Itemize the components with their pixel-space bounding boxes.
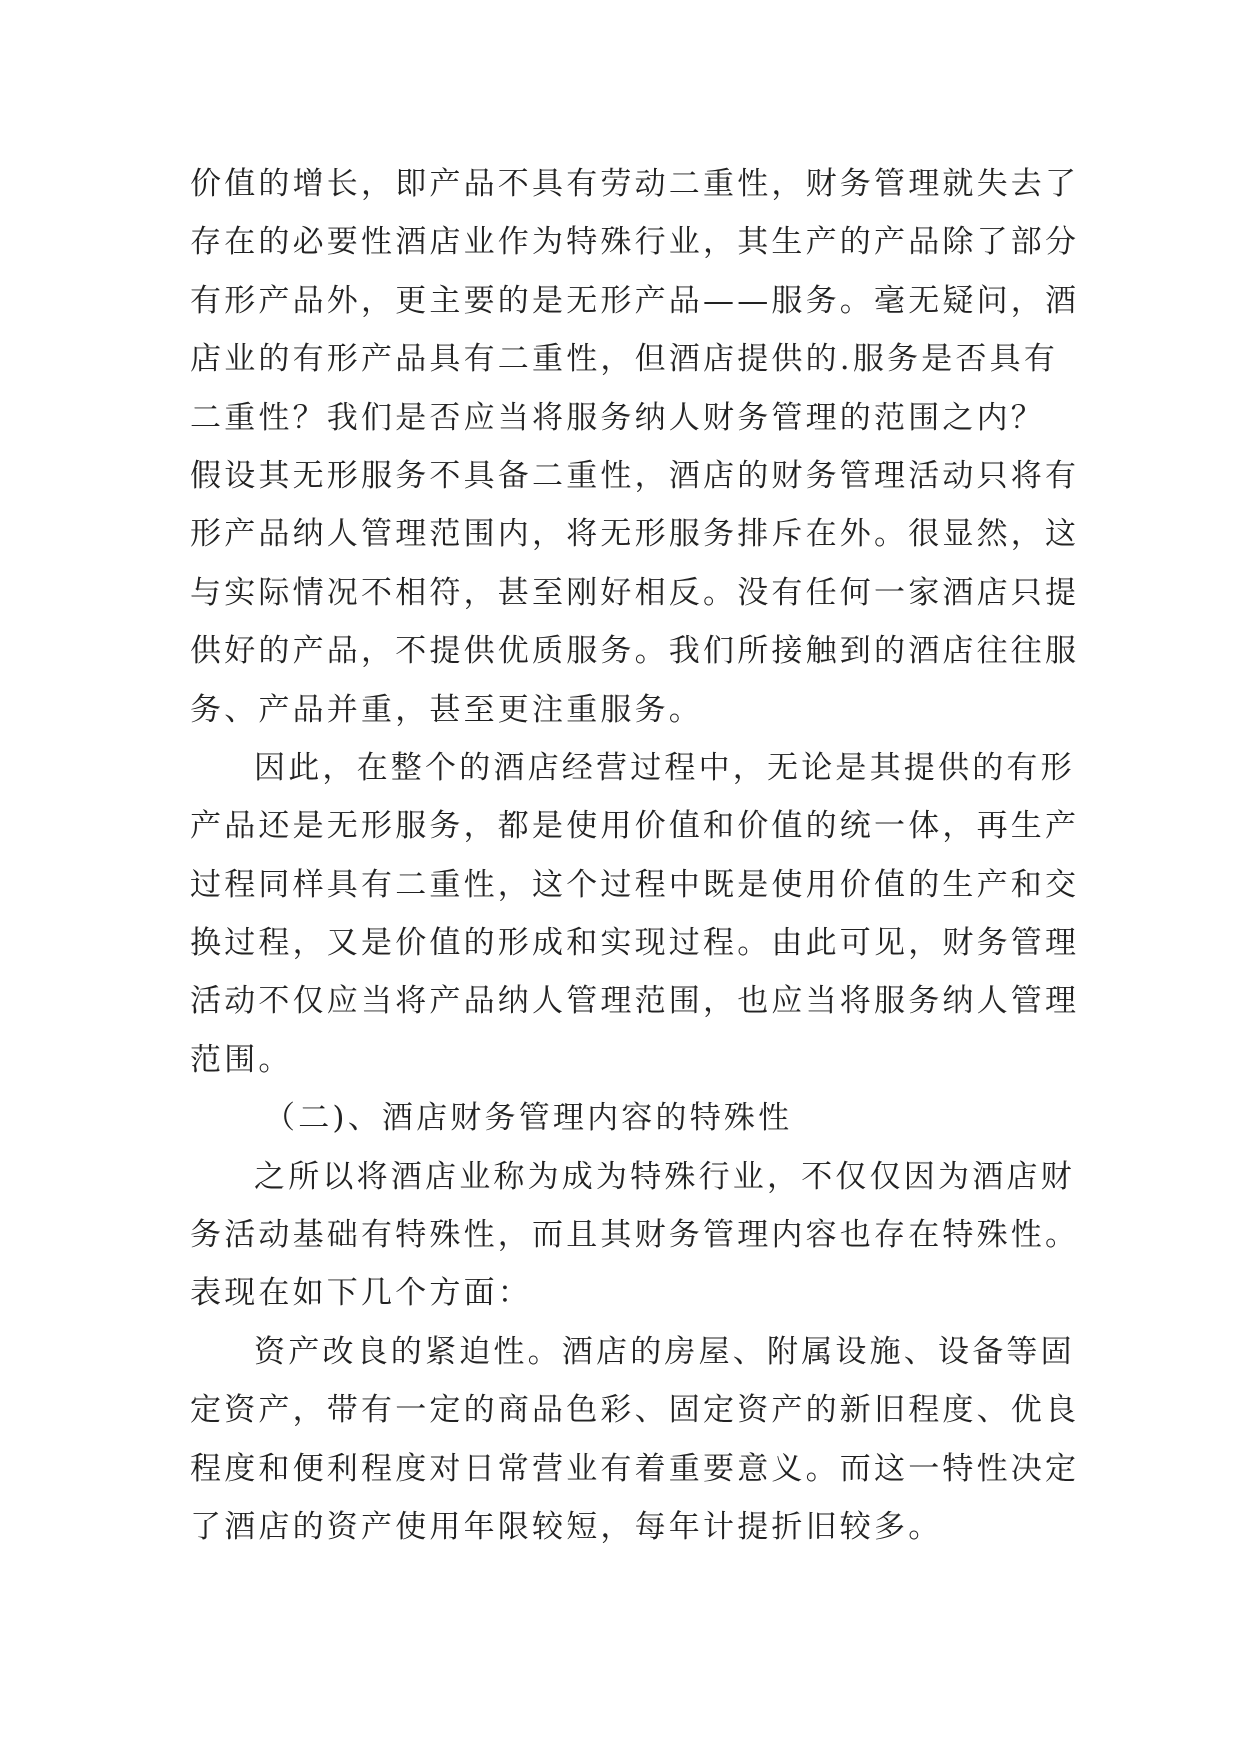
paragraph-start-line: 因此，在整个的酒店经营过程中，无论是其提供的有形 xyxy=(254,749,1075,786)
body-line: 价值的增长，即产品不具有劳动二重性，财务管理就失去了 xyxy=(190,166,1080,202)
body-line: 供好的产品，不提供优质服务。我们所接触到的酒店往往服 xyxy=(190,633,1080,670)
body-line: 过程同样具有二重性，这个过程中既是使用价值的生产和交 xyxy=(190,866,1080,903)
section-heading: （二)、酒店财务管理内容的特殊性 xyxy=(264,1100,793,1137)
body-line: 店业的有形产品具有二重性，但酒店提供的.服务是否具有 xyxy=(190,341,1059,378)
body-line: 了酒店的资产使用年限较短，每年计提折旧较多。 xyxy=(190,1508,943,1545)
body-line: 假设其无形服务不具备二重性，酒店的财务管理活动只将有 xyxy=(190,457,1080,494)
body-line: 与实际情况不相符，甚至刚好相反。没有任何一家酒店只提 xyxy=(190,574,1080,611)
body-line: 二重性？我们是否应当将服务纳人财务管理的范围之内？ xyxy=(190,399,1045,436)
body-line: 活动不仅应当将产品纳人管理范围，也应当将服务纳人管理 xyxy=(190,983,1080,1020)
body-line: 有形产品外，更主要的是无形产品——服务。毫无疑问，酒 xyxy=(190,282,1080,319)
body-line: 换过程，又是价值的形成和实现过程。由此可见，财务管理 xyxy=(190,925,1080,962)
body-line: 存在的必要性酒店业作为特殊行业，其生产的产品除了部分 xyxy=(190,224,1080,261)
body-line: 形产品纳人管理范围内，将无形服务排斥在外。很显然，这 xyxy=(190,516,1080,553)
body-line: 范围。 xyxy=(190,1041,293,1078)
body-line: 程度和便利程度对日常营业有着重要意义。而这一特性决定 xyxy=(190,1450,1080,1487)
paragraph-start-line: 之所以将酒店业称为成为特殊行业，不仅仅因为酒店财 xyxy=(254,1158,1075,1195)
body-line: 务活动基础有特殊性，而且其财务管理内容也存在特殊性。 xyxy=(190,1217,1080,1254)
body-line: 定资产，带有一定的商品色彩、固定资产的新旧程度、优良 xyxy=(190,1392,1080,1429)
document-body xyxy=(190,155,1080,1556)
body-line: 表现在如下几个方面： xyxy=(190,1275,532,1312)
paragraph-start-line: 资产改良的紧迫性。酒店的房屋、附属设施、设备等固 xyxy=(254,1333,1075,1370)
body-line: 产品还是无形服务，都是使用价值和价值的统一体，再生产 xyxy=(190,808,1080,845)
body-line: 务、产品并重，甚至更注重服务。 xyxy=(190,691,703,728)
